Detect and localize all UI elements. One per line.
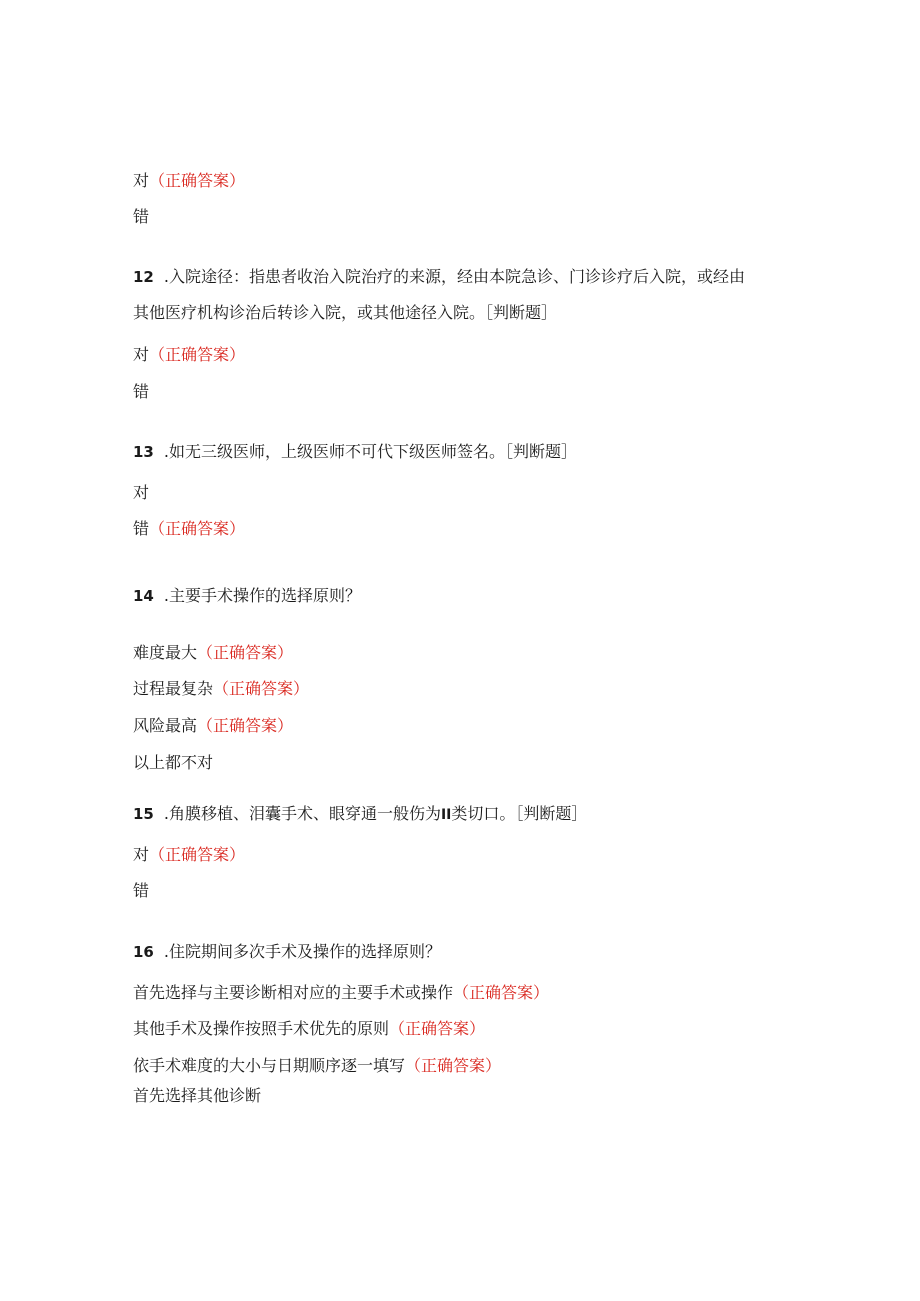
question-number: 13 xyxy=(133,443,154,461)
correct-answer-tag: （正确答案） xyxy=(453,983,550,1002)
question-text: .入院途径：指患者收治入院治疗的来源，经由本院急诊、门诊诊疗后入院，或经由 xyxy=(163,267,745,286)
option-label: 错 xyxy=(133,519,150,538)
correct-answer-tag: （正确答案） xyxy=(149,519,246,538)
roman-numeral: II xyxy=(440,807,452,823)
option-label: 错 xyxy=(133,881,150,900)
question-text: .住院期间多次手术及操作的选择原则？ xyxy=(163,942,441,961)
q12-option-a[interactable] xyxy=(133,344,245,366)
option-label: 其他手术及操作按照手术优先的原则 xyxy=(133,1019,390,1038)
question-number: 16 xyxy=(133,943,154,961)
option-label: 错 xyxy=(133,382,150,401)
q15-question xyxy=(133,803,587,826)
question-number: 15 xyxy=(133,805,154,823)
option-label: 风险最高 xyxy=(133,716,198,735)
correct-answer-tag: （正确答案） xyxy=(149,345,246,364)
q12-question-line1 xyxy=(133,266,745,288)
q12-question-line2 xyxy=(133,302,557,324)
q13-option-a[interactable] xyxy=(133,482,149,504)
correct-answer-tag: （正确答案） xyxy=(149,845,246,864)
question-number: 12 xyxy=(133,268,154,286)
option-label: 错 xyxy=(133,207,150,226)
option-label: 过程最复杂 xyxy=(133,679,214,698)
correct-answer-tag: （正确答案） xyxy=(405,1056,502,1075)
q15-option-a[interactable] xyxy=(133,844,245,866)
option-label: 首先选择其他诊断 xyxy=(133,1086,262,1105)
q11-option-b[interactable] xyxy=(133,206,149,228)
correct-answer-tag: （正确答案） xyxy=(197,716,294,735)
correct-answer-tag: （正确答案） xyxy=(213,679,310,698)
q12-option-b[interactable] xyxy=(133,381,149,403)
q13-question xyxy=(133,441,577,463)
correct-answer-tag: （正确答案） xyxy=(149,171,246,190)
option-label: 对 xyxy=(133,483,150,502)
q16-question xyxy=(133,941,441,963)
q14-option-d[interactable] xyxy=(133,752,213,774)
q11-option-a[interactable] xyxy=(133,170,245,192)
option-label: 首先选择与主要诊断相对应的主要手术或操作 xyxy=(133,983,454,1002)
question-text: .角膜移植、泪囊手术、眼穿通一般伤为 xyxy=(163,804,441,823)
correct-answer-tag: （正确答案） xyxy=(389,1019,486,1038)
question-text: .主要手术操作的选择原则？ xyxy=(163,586,361,605)
option-label: 对 xyxy=(133,845,150,864)
q14-option-b[interactable] xyxy=(133,678,309,700)
q16-option-b[interactable] xyxy=(133,1018,485,1040)
q16-option-a[interactable] xyxy=(133,982,549,1004)
q16-option-c[interactable] xyxy=(133,1055,501,1077)
question-number: 14 xyxy=(133,587,154,605)
question-text: .如无三级医师，上级医师不可代下级医师签名。［判断题］ xyxy=(163,442,577,461)
question-text: 其他医疗机构诊治后转诊入院，或其他途径入院。［判断题］ xyxy=(133,303,558,322)
question-text: 类切口。［判断题］ xyxy=(451,804,588,823)
q14-question xyxy=(133,585,361,607)
q14-option-c[interactable] xyxy=(133,715,293,737)
option-label: 依手术难度的大小与日期顺序逐一填写 xyxy=(133,1056,406,1075)
q13-option-b[interactable] xyxy=(133,518,245,540)
option-label: 对 xyxy=(133,345,150,364)
q16-option-d[interactable] xyxy=(133,1085,261,1107)
q15-option-b[interactable] xyxy=(133,880,149,902)
option-label: 难度最大 xyxy=(133,643,198,662)
option-label: 以上都不对 xyxy=(133,753,214,772)
q14-option-a[interactable] xyxy=(133,642,293,664)
option-label: 对 xyxy=(133,171,150,190)
correct-answer-tag: （正确答案） xyxy=(197,643,294,662)
